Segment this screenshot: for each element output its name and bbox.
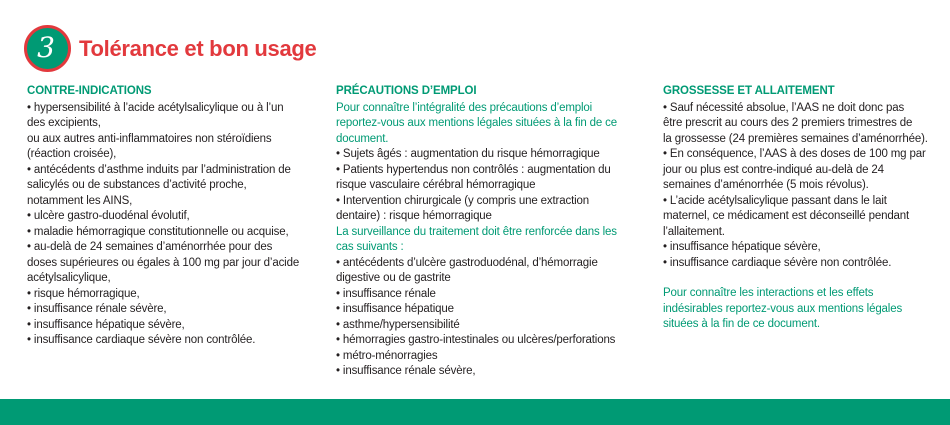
text-line: salicylés ou de substances d’activité proche, xyxy=(27,179,247,191)
text-line: ou aux autres anti-inflammatoires non stéroïdiens xyxy=(27,132,272,145)
body-block xyxy=(336,147,644,225)
text-line: (réaction croisée), xyxy=(27,148,117,160)
text-line: document. xyxy=(336,132,389,145)
note-block xyxy=(663,286,939,333)
text-line: • maladie hémorragique constitutionnelle ou acquise, xyxy=(27,225,289,238)
text-line: doses supérieures ou égales à 100 mg par jour d’acide xyxy=(27,256,300,269)
text-line: • insuffisance cardiaque sévère non contrôlée. xyxy=(663,256,892,269)
section-number-badge xyxy=(24,25,71,72)
text-line: La surveillance du traitement doit être renforcée dans les xyxy=(336,225,617,238)
column-precautions-emploi xyxy=(336,84,644,380)
text-line: risque vasculaire cérébral hémorragique xyxy=(336,179,536,191)
text-line: notamment les AINS, xyxy=(27,194,133,207)
column-heading: GROSSESSE ET ALLAITEMENT xyxy=(663,85,835,97)
text-line: • insuffisance rénale sévère, xyxy=(336,365,476,377)
text-line: • Sujets âgés : augmentation du risque hémorragique xyxy=(336,148,600,160)
text-line: • insuffisance hépatique sévère, xyxy=(27,318,185,331)
text-line: • hypersensibilité à l’acide acétylsalicylique ou à l’un xyxy=(27,101,284,114)
text-line: • Patients hypertendus non contrôlés : augmentation du xyxy=(336,163,611,176)
column-heading: CONTRE-INDICATIONS xyxy=(27,85,152,97)
page-title: Tolérance et bon usage xyxy=(79,35,317,61)
text-line: Pour connaître l’intégralité des précautions d’emploi xyxy=(336,101,593,114)
column-heading: PRÉCAUTIONS D’EMPLOI xyxy=(336,85,477,97)
text-line: • L’acide acétylsalicylique passant dans le lait xyxy=(663,194,887,207)
note-block xyxy=(336,101,644,148)
text-line: • insuffisance cardiaque sévère non contrôlée. xyxy=(27,334,256,346)
section-header xyxy=(24,25,317,72)
text-line: • antécédents d’asthme induits par l’administration de xyxy=(27,163,291,176)
text-line: acétylsalicylique, xyxy=(27,272,111,284)
column-grossesse-allaitement xyxy=(663,84,939,380)
text-line: • insuffisance rénale xyxy=(336,287,436,300)
text-line: • risque hémorragique, xyxy=(27,287,140,300)
text-line: Pour connaître les interactions et les effets xyxy=(663,287,874,299)
text-line: • insuffisance hépatique sévère, xyxy=(663,241,821,253)
body-block xyxy=(663,101,939,272)
text-line: jour ou plus est contre-indiqué au-delà de 24 xyxy=(663,163,884,176)
text-line: • hémorragies gastro-intestinales ou ulcères/perforations xyxy=(336,334,616,346)
text-line: • Sauf nécessité absolue, l’AAS ne doit donc pas xyxy=(663,101,905,114)
text-line: cas suivants : xyxy=(336,241,404,253)
text-line: • asthme/hypersensibilité xyxy=(336,318,460,331)
footer-bar xyxy=(0,399,950,425)
text-line: dentaire) : risque hémorragique xyxy=(336,210,492,222)
content-columns xyxy=(27,84,939,380)
text-line: • insuffisance rénale sévère, xyxy=(27,303,167,315)
text-line: reportez-vous aux mentions légales situées à la fin de ce xyxy=(336,117,618,129)
section-number: 3 xyxy=(37,30,55,64)
text-line: • En conséquence, l’AAS à des doses de 100 mg par xyxy=(663,148,926,160)
column-contre-indications xyxy=(27,84,317,380)
text-line: maternel, ce médicament est déconseillé pendant xyxy=(663,210,910,222)
text-line: semaines d’aménorrhée (5 mois révolus). xyxy=(663,179,869,191)
note-block xyxy=(336,225,644,256)
text-line: être prescrit au cours des 2 premiers trimestres de xyxy=(663,117,913,129)
text-line: • antécédents d’ulcère gastroduodénal, d’hémorragie xyxy=(336,256,598,269)
text-line: • insuffisance hépatique xyxy=(336,303,454,315)
body-block xyxy=(27,101,317,349)
text-line: • ulcère gastro-duodénal évolutif, xyxy=(27,210,190,222)
text-line: des excipients, xyxy=(27,117,101,129)
text-line: situées à la fin de ce document. xyxy=(663,318,820,330)
text-line: l’allaitement. xyxy=(663,225,725,238)
body-block xyxy=(336,256,644,380)
text-line: digestive ou de gastrite xyxy=(336,272,451,284)
text-line: • Intervention chirurgicale (y compris une extraction xyxy=(336,194,590,207)
text-line: indésirables reportez-vous aux mentions légales xyxy=(663,302,903,315)
text-line: • au-delà de 24 semaines d’aménorrhée pour des xyxy=(27,241,273,253)
text-line: la grossesse (24 premières semaines d’aménorrhée). xyxy=(663,132,928,145)
text-line: • métro-ménorragies xyxy=(336,349,438,362)
